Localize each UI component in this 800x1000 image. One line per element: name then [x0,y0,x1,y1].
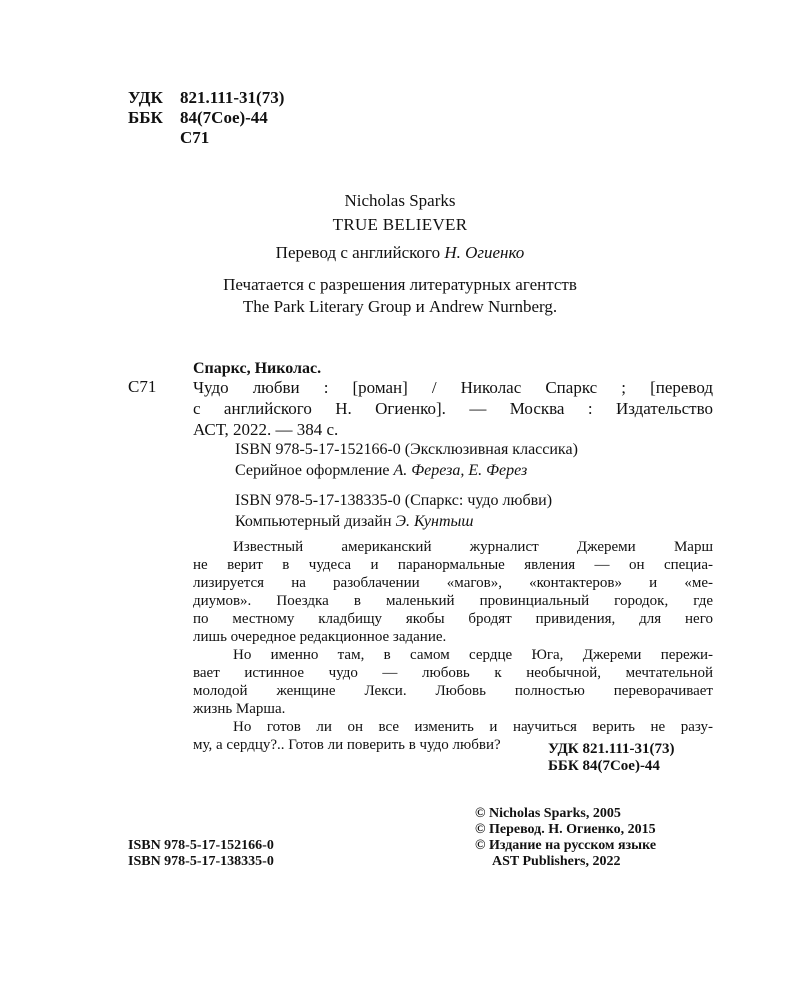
annotation-line: лизируется на разоблачении «магов», «контактеров» и «ме- [193,575,713,591]
udk-code-row [128,88,284,108]
copyright-line-4: AST Publishers, 2022 [492,854,621,869]
permission-line-1: Печатается с разрешения литературных агентств [223,275,577,294]
annotation-line: по местному кладбищу якобы бродят привидения, для него [193,611,713,627]
series-design-credit [235,461,527,481]
original-title: TRUE BELIEVER [332,215,468,234]
biblio-line: Чудо любви : [роман] / Николас Спаркс ; [перевод [193,378,713,397]
annotation-line: лишь очередное редакционное задание. [193,629,447,645]
udk-value: 821.111-31(73) [180,88,285,107]
computer-design-label: Компьютерный дизайн [235,513,392,530]
author-mark-row [128,128,209,148]
annotation-line: Но именно там, в самом сердце Юга, Джереми пережи- [233,647,713,663]
copyright-line-3: © Издание на русском языке [475,838,657,853]
translation-prefix: Перевод с английского [275,243,441,262]
bbk-code-row [128,108,268,128]
bbk-label: ББК [128,108,163,127]
annotation-line: не верит в чудеса и паранормальные явления — он специа- [193,557,713,573]
udk-label: УДК [128,88,163,107]
annotation [193,538,713,754]
bbk-right: ББК 84(7Сое)-44 [548,758,660,774]
biblio-author-heading: Спаркс, Николас. [193,360,322,377]
biblio-description [193,377,713,440]
copyright-line-2: © Перевод. Н. Огиенко, 2015 [475,822,656,837]
udk-right: УДК 821.111-31(73) [548,741,675,757]
biblio-line: АСТ, 2022. — 384 с. [193,420,339,439]
annotation-line: диумов». Поездка в маленький провинциальный городок, где [193,593,713,609]
biblio-line: с английского Н. Огиенко]. — Москва : Издательство [193,399,713,418]
isbn-bottom-2: ISBN 978-5-17-138335-0 [128,854,274,869]
translation-credit [0,242,800,263]
computer-design-credit [235,512,473,532]
annotation-line: жизнь Марша. [193,701,286,717]
annotation-line: вает истинное чудо — любовь к необычной, мечтательной [193,665,713,681]
series-designers: А. Фереза, Е. Ферез [393,462,528,479]
annotation-line: Известный американский журналист Джереми Марш [233,539,713,555]
author-mark-top: С71 [180,128,210,147]
copyright-line-1: © Nicholas Sparks, 2005 [475,806,621,821]
series-design-label: Серийное оформление [235,462,390,479]
annotation-line: Но готов ли он все изменить и научиться верить не разу- [233,719,713,735]
computer-designer: Э. Кунтыш [395,513,474,530]
translator-name: Н. Огиенко [444,243,525,262]
bbk-value: 84(7Сое)-44 [180,108,268,127]
isbn-sparks-series: ISBN 978-5-17-138335-0 (Спаркс: чудо любви) [235,492,553,509]
isbn-exclusive-classic: ISBN 978-5-17-152166-0 (Эксклюзивная классика) [235,441,578,458]
annotation-line: молодой женщине Лекси. Любовь полностью переворачивает [193,683,713,699]
annotation-line: му, а сердцу?.. Готов ли поверить в чудо любви? [193,737,501,753]
biblio-author-mark: С71 [128,377,157,396]
permission-line-2: The Park Literary Group и Andrew Nurnberg. [242,297,558,316]
isbn-bottom-1: ISBN 978-5-17-152166-0 [128,838,274,853]
original-author: Nicholas Sparks [344,191,456,210]
